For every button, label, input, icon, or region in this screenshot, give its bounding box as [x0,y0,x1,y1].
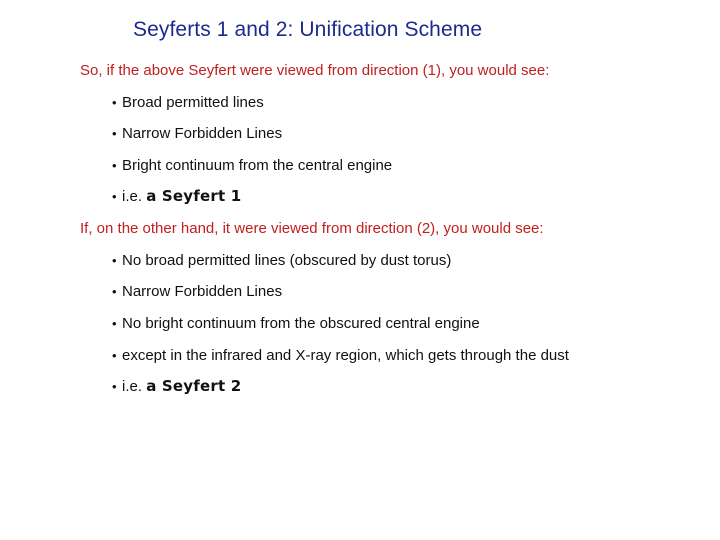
item-text: No broad permitted lines (obscured by dust torus) [122,252,452,269]
bullet-icon: • [112,253,117,268]
section2-intro: If, on the other hand, it were viewed from direction (2), you would see: [80,220,544,237]
section1-intro: So, if the above Seyfert were viewed from direction (1), you would see: [80,62,550,79]
bullet-icon: • [112,158,117,173]
item-text: Narrow Forbidden Lines [122,125,283,142]
section1-item-narrow-lines [112,125,282,142]
item-text: except in the infrared and X-ray region, which gets through the dust [122,347,569,364]
slide-title: Seyferts 1 and 2: Unification Scheme [133,18,483,41]
bullet-icon: • [112,189,117,204]
conclusion-prefix: i.e. [122,188,147,205]
bullet-icon: • [112,316,117,331]
section2-conclusion [112,377,241,395]
bullet-icon: • [112,126,117,141]
bullet-icon: • [112,284,117,299]
conclusion-seyfert-2: a Seyfert 2 [146,377,242,395]
item-text: No bright continuum from the obscured central engine [122,315,480,332]
section1-item-broad-lines [112,94,264,111]
section1-conclusion [112,187,241,205]
section2-item-no-broad-lines [112,252,451,269]
item-text: Bright continuum from the central engine [122,157,393,174]
bullet-icon: • [112,95,117,110]
section1-item-bright-continuum [112,157,392,174]
bullet-icon: • [112,348,117,363]
section2-item-infrared-xray [112,347,569,364]
bullet-icon: • [112,379,117,394]
item-text: Narrow Forbidden Lines [122,283,283,300]
item-text: Broad permitted lines [122,94,264,111]
section2-item-narrow-lines [112,283,282,300]
section2-item-no-bright-continuum [112,315,480,332]
conclusion-seyfert-1: a Seyfert 1 [146,187,242,205]
conclusion-prefix: i.e. [122,378,147,395]
